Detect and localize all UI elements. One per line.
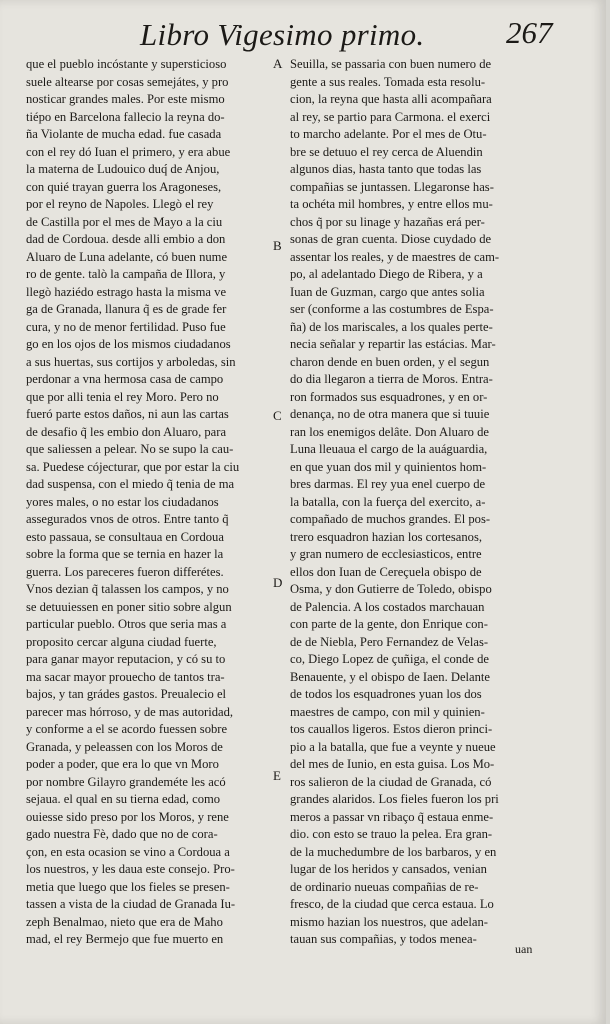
text-line: ña Violante de mucha edad. fue casada — [26, 127, 222, 141]
text-line: la materna de Ludouico duq́ de Anjou, — [26, 162, 220, 176]
text-line: de de Niebla, Pero Fernandez de Velas- — [290, 634, 489, 649]
running-head: Libro Vigesimo primo. — [140, 17, 425, 52]
text-line: proposito cercar alguna ciudad fuerte, — [26, 634, 217, 649]
text-line: dad suspensa, con el miedo q̃ tenia de ma — [26, 477, 235, 491]
text-line: llegò haziédo estrago hasta la misma ve — [26, 284, 227, 299]
catchword: uan — [515, 942, 533, 956]
text-line: de la muchedumbre de los barbaros, y en — [290, 844, 497, 859]
text-line: co, Diego Lopez de çuñiga, el conde de — [290, 652, 489, 666]
text-line: yores males, o no estar los ciudadanos — [26, 494, 219, 509]
text-line: tauan sus compañias, y todos menea- — [290, 932, 477, 946]
text-line: para ganar mayor reputacion, y có su to — [26, 652, 226, 666]
text-line: por nombre Gilayro grandeméte les acó — [26, 774, 226, 789]
text-line: a sus huertas, sus cortijos y arboledas, sin — [26, 354, 236, 369]
text-line: mad, el rey Bermejo que fue muerto en — [26, 932, 224, 946]
text-line: çon, en esta ocasion se vino a Cordoua a — [26, 844, 230, 859]
text-line: zeph Benalmao, nieto que era de Maho — [26, 914, 223, 929]
text-line: ser (conforme a las costumbres de Espa- — [290, 302, 494, 316]
text-line: ro de gente. talò la campaña de Illora, y — [26, 267, 226, 281]
margin-marker-e: E — [273, 768, 281, 783]
text-line: que saliessen a pelear. No se supo la cau- — [26, 442, 234, 456]
text-line: bajos, y tan grádes gastos. Preualecio el — [26, 687, 227, 701]
text-line: de desafio q̃ les embio don Aluaro, para — [26, 424, 227, 439]
text-line: parecer mas hórroso, y de mas autoridad, — [26, 704, 234, 719]
text-line: tassen a vista de la ciudad de Granada Iu- — [26, 897, 236, 911]
text-line: metia que luego que los fieles se presen- — [26, 879, 230, 894]
text-line: assegurados vnos de otros. Entre tanto q̃ — [26, 512, 229, 526]
text-line: del mes de Iunio, en esta guisa. Los Mo- — [290, 757, 495, 771]
text-line: compañias se juntassen. Llegaronse has- — [290, 179, 494, 194]
text-line: lugar de los heridos y cansados, venian — [290, 862, 487, 876]
text-line: de Palencia. A los costados marchauan — [290, 599, 485, 614]
text-line: grandes alaridos. Los fieles fueron los pri — [290, 792, 499, 806]
text-line: particular pueblo. Otros que seria mas a — [26, 617, 227, 631]
text-line: ron formados sus esquadrones, y en or- — [290, 389, 488, 404]
text-line: necia señalar y repartir las estácias. Mar- — [290, 337, 496, 351]
text-line: tiépo en Barcelona fallecio la reyna do- — [26, 109, 225, 124]
text-line: poder a poder, que era lo que vn Moro — [26, 757, 219, 771]
text-line: cion, la reyna que hasta alli acompañara — [290, 92, 492, 106]
text-line: trero esquadron hazian los cortesanos, — [290, 529, 482, 544]
text-line: mismo hazian los nuestros, que adelan- — [290, 914, 488, 929]
text-line: algunos dias, hasta tanto que todas las — [290, 162, 482, 176]
text-line: esto passaua, se consultaua en Cordoua — [26, 529, 224, 544]
text-line: en que yuan dos mil y quinientos hom- — [290, 459, 487, 474]
text-line: sonas de gran cuenta. Diose cuydado de — [290, 232, 492, 246]
text-line: ta ochéta mil hombres, y entre ellos mu- — [290, 197, 493, 211]
text-line: sejaua. el qual en su tierna edad, como — [26, 792, 221, 806]
page-number: 267 — [506, 15, 553, 50]
text-line: con el rey dó Iuan el primero, y era abue — [26, 144, 231, 159]
text-line: por el reyno de Napoles. Llegò el rey — [26, 197, 214, 211]
text-line: ma sacar mayor prouecho de tantos tra- — [26, 669, 225, 684]
text-line: bres darmas. El rey yua enel cuerpo de — [290, 477, 486, 491]
text-line: meros a passar vn ribaço q̃ estaua enme- — [290, 809, 494, 824]
text-line: los nuestros, y les daua este consejo. Pro- — [26, 862, 235, 876]
text-line: Granada, y peleassen con los Moros de — [26, 739, 223, 754]
text-line: do dia llegaron a tierra de Moros. Entra- — [290, 372, 493, 386]
text-line: con quié trayan guerra los Aragoneses, — [26, 179, 222, 194]
text-line: Luna lleuaua el cargo de la auáguardia, — [290, 442, 488, 456]
text-line: y conforme a el se acordo fuessen sobre — [26, 722, 228, 736]
text-line: sobre la forma que se ternia en hazer la — [26, 547, 224, 561]
text-line: dio. con esto se trauo la pelea. Era gran- — [290, 827, 493, 841]
text-line: perdonar a vna hermosa casa de campo — [26, 372, 224, 386]
left-text-column — [26, 56, 270, 949]
text-line: al rey, se partio para Carmona. el exerci — [290, 109, 491, 124]
text-line: ña) de los mariscales, a los quales perte- — [290, 319, 493, 334]
margin-marker-c: C — [273, 408, 282, 423]
text-line: con parte de la gente, don Enrique con- — [290, 617, 488, 631]
text-line: Osma, y don Gutierre de Toledo, obispo — [290, 582, 492, 596]
text-line: Iuan de Guzman, cargo que antes solia — [290, 284, 485, 299]
text-line: go en los ojos de los mismos ciudadanos — [26, 337, 231, 351]
text-line: gente a sus reales. Tomada esta resolu- — [290, 74, 486, 89]
text-line: Aluaro de Luna adelante, có buen nume — [26, 249, 228, 264]
text-line: fresco, de la ciudad que cerca estaua. Lo — [290, 897, 494, 911]
text-line: ros salieron de la ciudad de Granada, có — [290, 774, 492, 789]
text-line: bre se detuuo el rey cerca de Aluendin — [290, 144, 483, 159]
text-line: sa. Puedese cójecturar, que por estar la ciu — [26, 459, 240, 474]
text-line: Vnos dezian q̃ talassen los campos, y no — [26, 582, 229, 596]
text-line: suele altearse por cosas semejátes, y pro — [26, 74, 229, 89]
margin-marker-a: A — [273, 56, 283, 71]
text-line: Benauente, y el obispo de Iaen. Delante — [290, 669, 491, 684]
text-line: ran los enemigos delâte. Don Aluaro de — [290, 424, 489, 439]
right-text-column — [290, 56, 552, 949]
text-line: la batalla, con la fuerça del exercito, a- — [290, 494, 486, 509]
text-line: nosticar grandes males. Por este mismo — [26, 92, 225, 106]
text-line: de todos los esquadrones yuan los dos — [290, 687, 482, 701]
text-line: to marcho adelante. Por el mes de Otu- — [290, 127, 487, 141]
margin-marker-b: B — [273, 238, 282, 253]
text-line: que el pueblo incóstante y supersticioso — [26, 57, 227, 71]
text-line: guerra. Los pareceres fueron differétes. — [26, 564, 224, 579]
text-line: assentar los reales, y de maestres de cam- — [290, 249, 500, 264]
text-line: dad de Cordoua. desde alli embio a don — [26, 232, 226, 246]
text-line: ellos don Iuan de Cereçuela obispo de — [290, 564, 482, 579]
text-line: cura, y no de menor fertilidad. Puso fue — [26, 319, 226, 334]
text-line: po, al adelantado Diego de Ribera, y a — [290, 267, 483, 281]
text-line: ga de Granada, llanura q̃ es de grade fer — [26, 302, 227, 316]
text-line: charon dende en buen orden, y el segun — [290, 354, 490, 369]
text-line: fueró parte estos daños, ni aun las cartas — [26, 407, 229, 421]
text-line: Seuilla, se passaria con buen numero de — [290, 57, 492, 71]
text-line: tos cauallos ligeros. Estos dieron princi- — [290, 722, 493, 736]
text-line: de ordinario nueuas compañias de re- — [290, 879, 479, 894]
margin-marker-d: D — [273, 575, 283, 590]
text-line: denança, no de otra manera que si tuuie — [290, 407, 490, 421]
text-line: se detuuiessen en poner sitio sobre algun — [26, 599, 232, 614]
text-line: pio a la batalla, que fue a veynte y nueue — [290, 739, 496, 754]
text-line: gado nuestra Fè, dado que no de cora- — [26, 827, 218, 841]
text-line: y gran numero de ecclesiasticos, entre — [290, 547, 482, 561]
text-line: compañado de muchos grandes. El pos- — [290, 512, 491, 526]
text-line: ouiesse sido preso por los Moros, y rene — [26, 809, 229, 824]
text-line: de Castilla por el mes de Mayo a la ciu — [26, 214, 223, 229]
text-line: maestres de campo, con mil y quinien- — [290, 704, 485, 719]
text-line: que por alli tenia el rey Moro. Pero no — [26, 389, 219, 404]
text-line: chos q̃ por su linage y hazañas erá per- — [290, 214, 485, 229]
